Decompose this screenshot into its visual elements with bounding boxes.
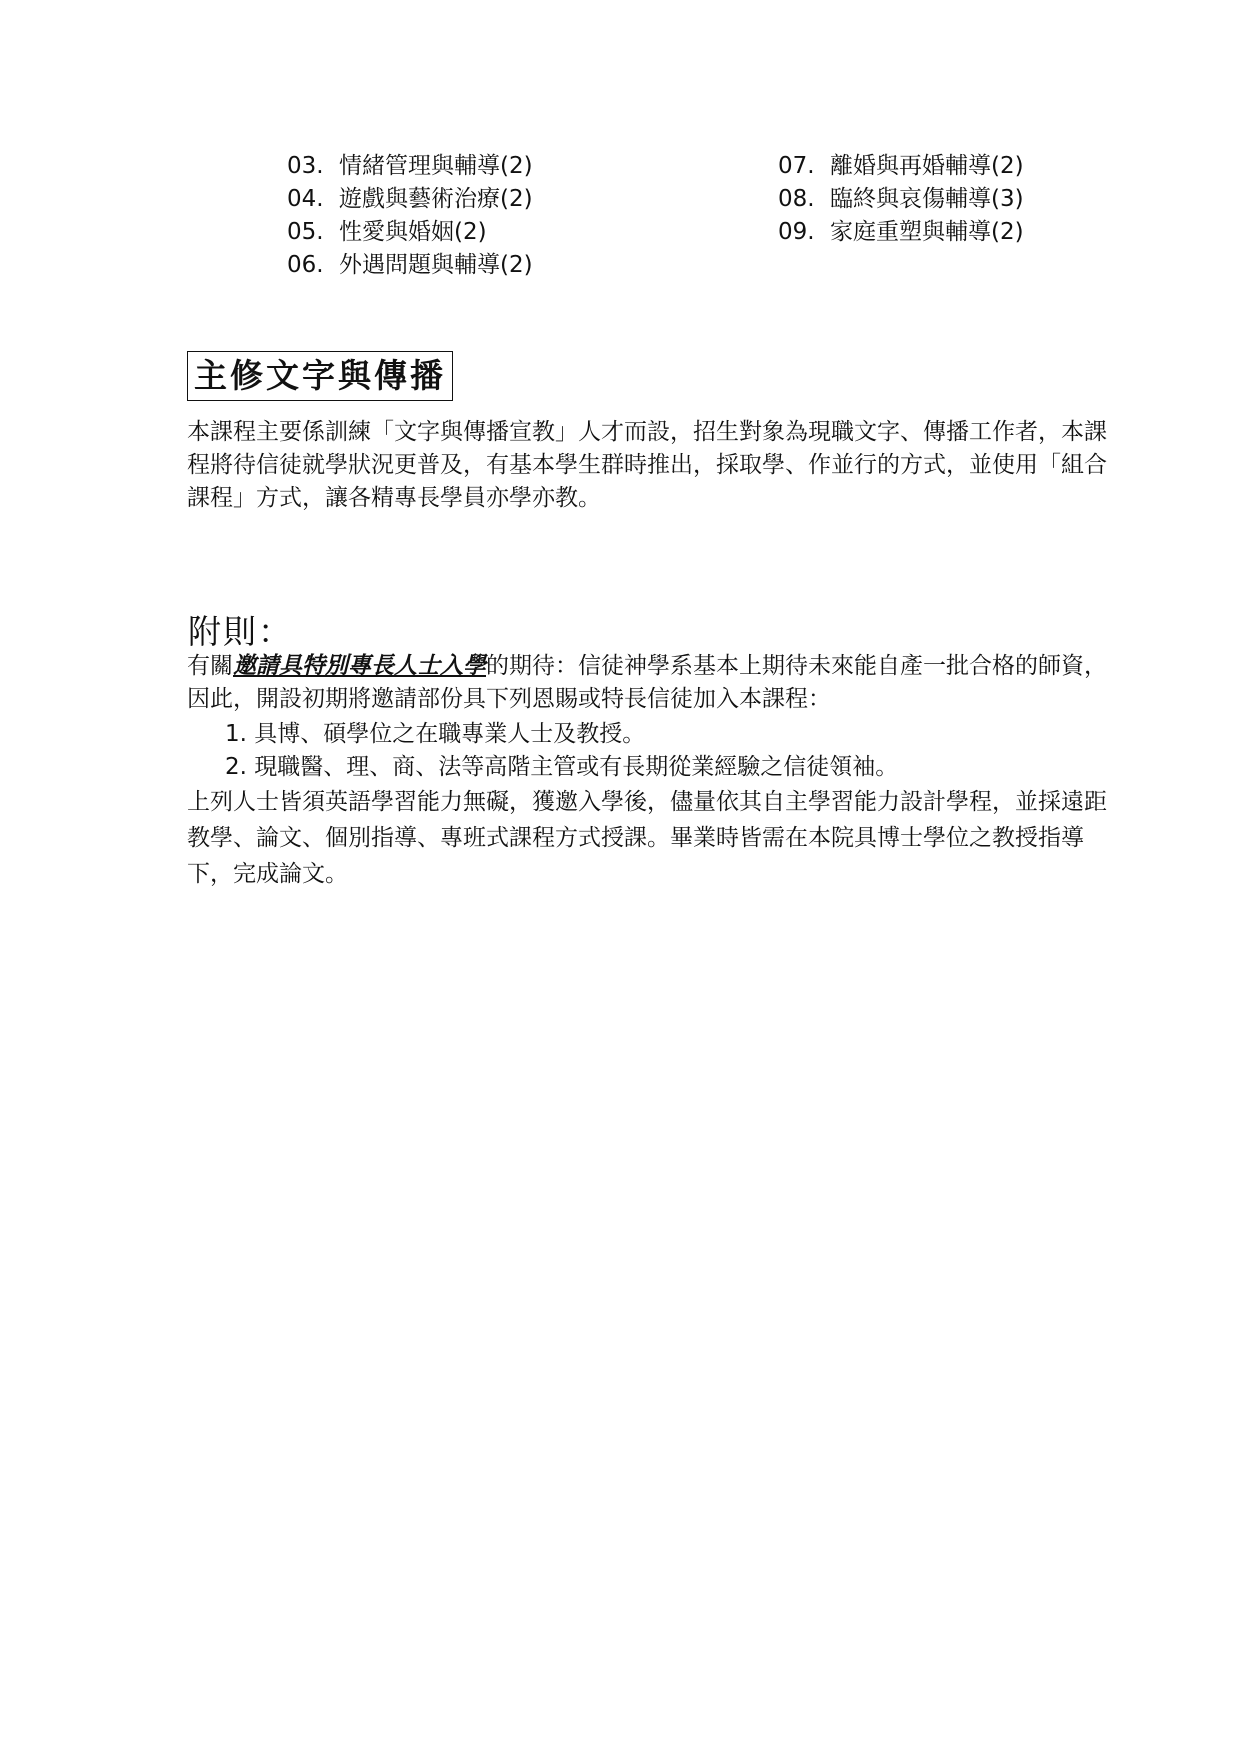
course-label: 外遇問題與輔導(2) — [339, 252, 533, 278]
course-item — [287, 249, 533, 282]
course-number: 04. — [287, 186, 324, 212]
intro-emphasis: 邀請具特別專長人士入學 — [233, 653, 486, 679]
course-number: 09. — [778, 219, 815, 245]
course-item — [287, 216, 533, 249]
section-description: 本課程主要係訓練「文字與傳播宣教」人才而設，招生對象為現職文字、傳播工作者，本課程將待信徒就學狀況更普及，有基本學生群時推出，採取學、作並行的方式，並使用「組合課程」方式，讓各精專長學員亦學亦教。 — [187, 419, 1107, 511]
course-label: 離婚與再婚輔導(2) — [830, 153, 1024, 179]
course-number: 07. — [778, 153, 815, 179]
course-number: 08. — [778, 186, 815, 212]
intro-suffix: 的期待：信徒神學系基本上期待未來能自產一批合格的師資，因此，開設初期將邀請部份具下列恩賜或特長信徒加入本課程： — [187, 653, 1107, 712]
appendix-intro — [187, 650, 1112, 716]
course-number: 05. — [287, 219, 324, 245]
course-number: 03. — [287, 153, 324, 179]
course-item — [778, 183, 1024, 216]
course-item — [287, 150, 533, 183]
course-column-left — [287, 150, 533, 282]
course-number: 06. — [287, 252, 324, 278]
course-label: 遊戲與藝術治療(2) — [339, 186, 533, 212]
course-item — [287, 183, 533, 216]
course-label: 性愛與婚姻(2) — [339, 219, 487, 245]
appendix-closing: 上列人士皆須英語學習能力無礙，獲邀入學後，儘量依其自主學習能力設計學程，並採遠距教學、論文、個別指導、專班式課程方式授課。畢業時皆需在本院具博士學位之教授指導下，完成論文。 — [187, 789, 1107, 887]
appendix-list-item: 1. 具博、碩學位之在職專業人士及教授。 — [225, 721, 646, 747]
intro-prefix: 有關 — [187, 653, 233, 679]
course-label: 家庭重塑與輔導(2) — [830, 219, 1024, 245]
appendix-list-item: 2. 現職醫、理、商、法等高階主管或有長期從業經驗之信徒領袖。 — [225, 754, 899, 780]
course-label: 臨終與哀傷輔導(3) — [830, 186, 1024, 212]
course-item — [778, 150, 1024, 183]
course-label: 情緒管理與輔導(2) — [339, 153, 533, 179]
course-column-right — [778, 150, 1024, 249]
section-title: 主修文字與傳播 — [187, 351, 453, 401]
appendix-heading: 附則： — [188, 612, 293, 651]
course-item — [778, 216, 1024, 249]
